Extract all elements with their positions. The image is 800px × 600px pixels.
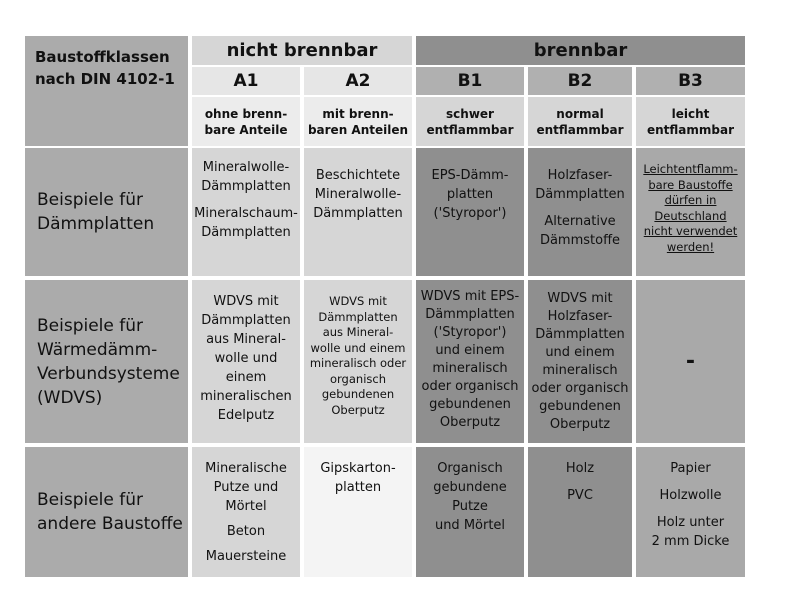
class-description-a2 — [304, 97, 412, 146]
warning-line: Leichtentflamm- — [643, 162, 738, 176]
cell-other-a1 — [192, 447, 300, 577]
cell-line: Holzfaser- — [547, 168, 613, 183]
description-line: entflammbar — [536, 122, 624, 137]
cell-line: Mauersteine — [205, 549, 287, 564]
cell-line: Dämmplatten — [535, 327, 625, 342]
table-title — [25, 36, 188, 146]
cell-line: WDVS mit — [547, 291, 613, 306]
cell-line: Dämmplatten — [318, 309, 398, 324]
cell-line: Beschichtete — [315, 168, 401, 183]
cell-line: gebundenen — [321, 387, 395, 401]
heading-line: (WDVS) — [37, 387, 103, 408]
cell-insulation-b2 — [528, 148, 632, 276]
cell-line: wolle und — [214, 351, 278, 366]
cell-line: Holzwolle — [659, 488, 722, 503]
class-description-b2 — [528, 97, 632, 146]
cell-etics-b1 — [416, 280, 524, 443]
cell-line: Putze und — [213, 480, 279, 495]
cell-line: mineralischen — [200, 389, 292, 404]
cell-line: einem — [225, 370, 267, 385]
title-line-2: nach DIN 4102-1 — [35, 70, 175, 88]
class-header-b3 — [636, 67, 745, 95]
cell-etics-b2 — [528, 280, 632, 443]
class-header-a1 — [192, 67, 300, 95]
cell-line: Dämmplatten — [201, 179, 291, 194]
warning-line: werden! — [666, 239, 715, 254]
class-label: B2 — [567, 71, 593, 91]
warning-line: dürfen in — [664, 193, 717, 207]
heading-line: Wärmedämm- — [37, 339, 158, 360]
cell-etics-b3 — [636, 280, 745, 443]
description-line: entflammbar — [646, 122, 735, 137]
cell-line: Dämmplatten — [313, 206, 403, 221]
cell-line: Gipskarton- — [320, 461, 396, 476]
cell-line: platten — [334, 480, 382, 495]
cell-line: Dämmplatten — [201, 225, 291, 240]
cell-line: gebundenen — [539, 399, 621, 414]
class-description-b1 — [416, 97, 524, 146]
description-line: mit brenn- — [322, 106, 394, 121]
cell-line: 2 mm Dicke — [651, 534, 730, 549]
heading-line: Beispiele für — [37, 490, 144, 510]
description-line: ohne brenn- — [204, 106, 288, 121]
cell-line: Papier — [670, 461, 711, 476]
cell-other-a2 — [304, 447, 412, 577]
cell-insulation-a2 — [304, 148, 412, 276]
cell-line: PVC — [567, 488, 593, 503]
cell-line: WDVS mit — [329, 294, 387, 308]
cell-line: Holzfaser- — [547, 309, 613, 324]
cell-line: mineralisch oder — [309, 356, 407, 370]
cell-insulation-a1 — [192, 148, 300, 276]
empty-dash: - — [685, 349, 696, 374]
heading-line: Beispiele für — [37, 315, 144, 336]
cell-line: und einem — [435, 343, 505, 358]
row-heading-other-materials — [25, 447, 188, 577]
class-description-b3 — [636, 97, 745, 146]
class-label: A1 — [233, 71, 259, 91]
class-header-b2 — [528, 67, 632, 95]
cell-etics-a1 — [192, 280, 300, 443]
cell-line: Mineralische — [205, 461, 287, 476]
cell-line: WDVS mit EPS- — [420, 289, 520, 304]
cell-line: Mineralwolle- — [314, 187, 402, 202]
cell-line: Dämmplatten — [425, 307, 515, 322]
cell-other-b1 — [416, 447, 524, 577]
warning-line: Deutschland — [654, 208, 727, 223]
cell-line: Oberputz — [331, 402, 385, 417]
class-label: B3 — [678, 71, 703, 91]
description-line: baren Anteilen — [307, 122, 409, 137]
cell-line: Oberputz — [439, 415, 501, 430]
cell-line: ('Styropor') — [433, 325, 507, 340]
cell-line: aus Mineral- — [322, 325, 394, 339]
cell-line: Dämmstoffe — [539, 233, 621, 248]
cell-line: oder organisch — [531, 381, 629, 396]
description-line: normal — [556, 106, 604, 121]
heading-line: andere Baustoffe — [37, 514, 183, 534]
cell-insulation-b3-warning — [636, 148, 745, 276]
cell-line: und Mörtel — [434, 518, 506, 533]
cell-line: Putze — [452, 499, 488, 514]
class-header-b1 — [416, 67, 524, 95]
cell-line: Dämmplatten — [201, 313, 291, 328]
heading-line: Verbundsysteme — [37, 363, 180, 384]
cell-line: platten — [446, 187, 494, 202]
row-heading-insulation-boards — [25, 148, 188, 276]
cell-line: gebundene — [433, 480, 507, 495]
cell-line: WDVS mit — [213, 294, 279, 309]
group-label: brennbar — [533, 40, 628, 61]
heading-line: Beispiele für — [37, 190, 144, 210]
cell-line: Oberputz — [549, 417, 611, 432]
title-line-1: Baustoffklassen — [35, 48, 170, 66]
description-line: bare Anteile — [204, 122, 288, 137]
row-heading-etics — [25, 280, 188, 443]
group-header-non-combustible — [192, 36, 412, 65]
warning-line: nicht verwendet — [643, 224, 738, 238]
cell-line: oder organisch — [421, 379, 519, 394]
cell-line: Beton — [226, 524, 266, 539]
cell-line: Edelputz — [217, 408, 275, 423]
warning-line: bare Baustoffe — [648, 177, 733, 192]
class-description-a1 — [192, 97, 300, 146]
cell-line: Mineralwolle- — [202, 160, 290, 175]
cell-other-b3 — [636, 447, 745, 577]
class-label: A2 — [345, 71, 371, 91]
cell-line: gebundenen — [429, 397, 511, 412]
cell-line: organisch — [330, 371, 386, 386]
cell-line: mineralisch — [432, 361, 508, 376]
description-line: schwer — [446, 106, 494, 121]
cell-line: Dämmplatten — [535, 187, 625, 202]
cell-etics-a2 — [304, 280, 412, 443]
cell-other-b2 — [528, 447, 632, 577]
cell-line: Mörtel — [225, 499, 267, 514]
class-header-a2 — [304, 67, 412, 95]
cell-line: mineralisch — [542, 363, 618, 378]
cell-line: wolle und einem — [310, 340, 406, 355]
class-label: B1 — [457, 71, 483, 91]
group-header-combustible — [416, 36, 745, 65]
cell-line: EPS-Dämm- — [431, 168, 509, 183]
description-line: entflammbar — [426, 122, 514, 137]
cell-insulation-b1 — [416, 148, 524, 276]
heading-line: Dämmplatten — [37, 214, 155, 234]
cell-line: Holz — [565, 461, 595, 476]
cell-line: und einem — [545, 345, 615, 360]
description-line: leicht — [671, 106, 710, 121]
cell-line: Alternative — [544, 214, 616, 229]
cell-line: Holz unter — [656, 515, 725, 530]
cell-line: Organisch — [437, 461, 503, 476]
cell-line: Mineralschaum- — [194, 206, 298, 221]
cell-line: aus Mineral- — [206, 332, 286, 347]
cell-line: ('Styropor') — [433, 206, 507, 221]
group-label: nicht brennbar — [226, 40, 378, 61]
